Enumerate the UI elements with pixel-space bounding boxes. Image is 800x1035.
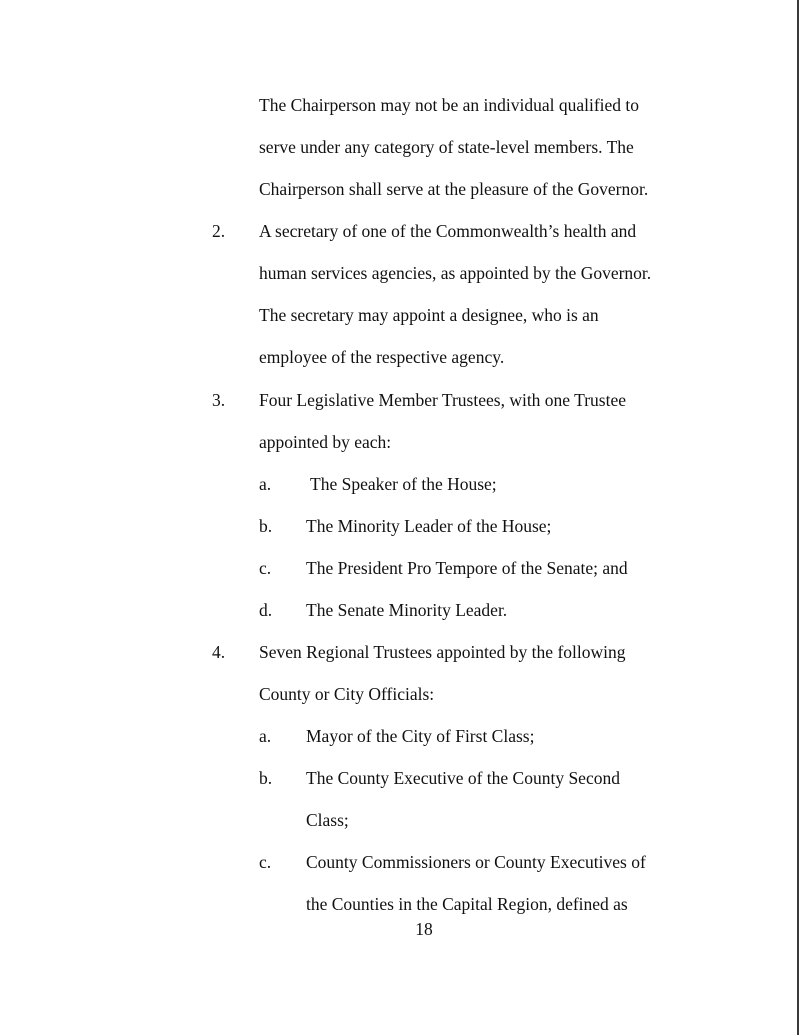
sublist-text: The Minority Leader of the House;: [306, 516, 552, 536]
sublist-text: the Counties in the Capital Region, defined as: [306, 894, 628, 914]
list-number-4: 4.: [212, 642, 226, 662]
sublist-letter: b.: [259, 768, 273, 788]
sublist-letter: d.: [259, 600, 273, 620]
sublist-text: The Senate Minority Leader.: [306, 600, 508, 620]
body-text-line: appointed by each:: [259, 432, 392, 452]
body-text-line: The Chairperson may not be an individual qualified to: [259, 95, 640, 115]
list-number-3: 3.: [212, 390, 226, 410]
body-text-line: human services agencies, as appointed by the Governor.: [259, 263, 652, 283]
sublist-text: The County Executive of the County Second: [306, 768, 620, 788]
sublist-text: The President Pro Tempore of the Senate; and: [306, 558, 628, 578]
body-text-line: A secretary of one of the Commonwealth’s health and: [259, 221, 637, 241]
sublist-letter: c.: [259, 558, 272, 578]
body-text-line: County or City Officials:: [259, 684, 435, 704]
body-text-line: Seven Regional Trustees appointed by the following: [259, 642, 626, 662]
page-edge: [797, 0, 799, 1035]
sublist-letter: a.: [259, 474, 272, 494]
page-number: 18: [415, 919, 433, 939]
sublist-text: Class;: [306, 810, 349, 830]
sublist-text: The Speaker of the House;: [306, 474, 497, 494]
sublist-letter: c.: [259, 852, 272, 872]
body-text-line: Chairperson shall serve at the pleasure of the Governor.: [259, 179, 649, 199]
body-text-line: employee of the respective agency.: [259, 347, 505, 367]
sublist-text: County Commissioners or County Executives of: [306, 852, 646, 872]
sublist-text: Mayor of the City of First Class;: [306, 726, 535, 746]
list-number-2: 2.: [212, 221, 226, 241]
body-text-line: The secretary may appoint a designee, who is an: [259, 305, 599, 325]
body-text-line: Four Legislative Member Trustees, with one Trustee: [259, 390, 626, 410]
body-text-line: serve under any category of state-level members. The: [259, 137, 634, 157]
sublist-letter: b.: [259, 516, 273, 536]
sublist-letter: a.: [259, 726, 272, 746]
